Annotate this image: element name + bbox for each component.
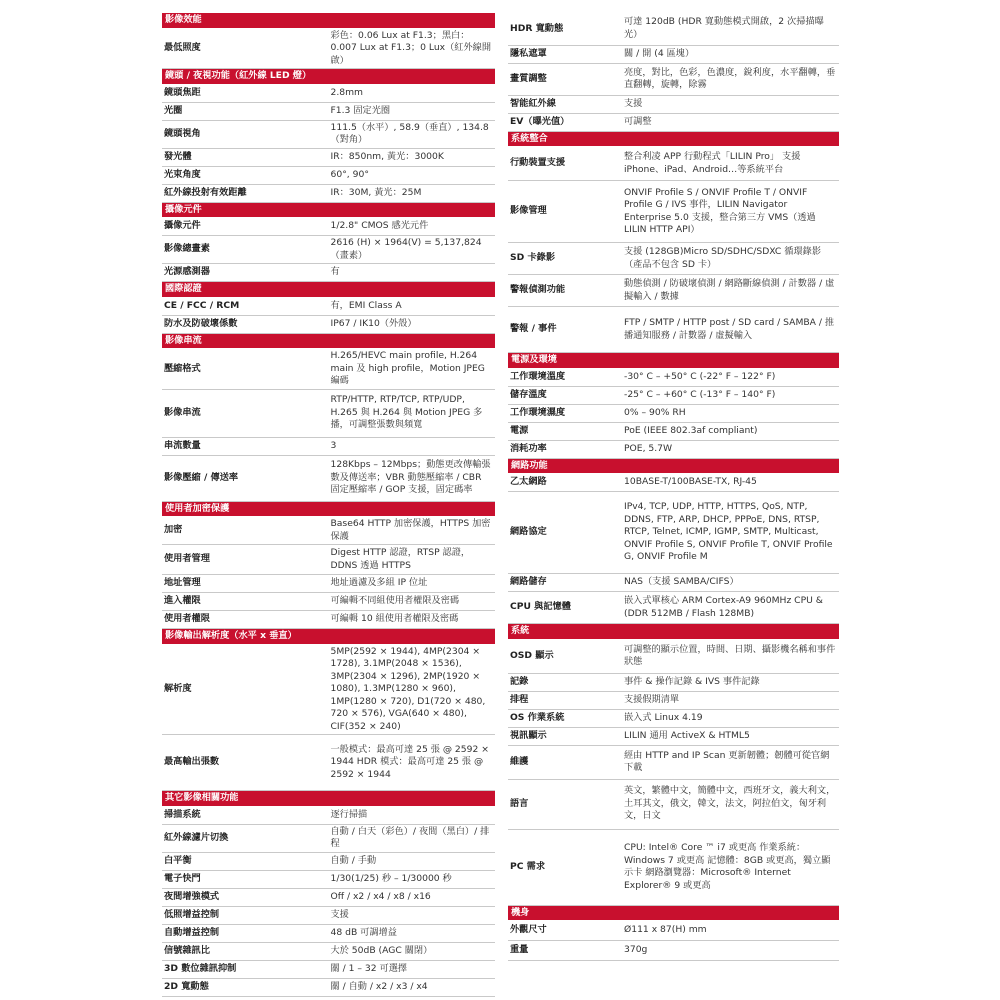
spec-row bbox=[162, 942, 495, 960]
spec-value: 有，EMI Class A bbox=[329, 297, 496, 315]
spec-value: 111.5（水平）, 58.9（垂直）, 134.8（對角） bbox=[329, 120, 496, 148]
spec-value: FTP / SMTP / HTTP post / SD card / SAMBA / 推播通知服務 / 計數器 / 虛擬輸入 bbox=[622, 307, 839, 353]
spec-row bbox=[162, 264, 495, 282]
section-header bbox=[162, 791, 495, 807]
spec-value: 128Kbps – 12Mbps；動態更改傳輸張數及傳送率；VBR 動態壓縮率 / CBR 固定壓縮率 / GOP 支援，固定碼率 bbox=[329, 455, 496, 501]
spec-row bbox=[162, 28, 495, 69]
spec-label: 最低照度 bbox=[162, 28, 329, 69]
section-title: 攝像元件 bbox=[162, 202, 495, 218]
spec-label: 鏡頭視角 bbox=[162, 120, 329, 148]
spec-label: 排程 bbox=[508, 691, 622, 709]
spec-row bbox=[508, 829, 839, 905]
spec-value: -30° C – +50° C (-22° F – 122° F) bbox=[622, 368, 839, 386]
spec-label: 外觀尺寸 bbox=[508, 921, 622, 941]
spec-value: 彩色：0.06 Lux at F1.3；黑白：0.007 Lux at F1.3；0 Lux（紅外線開啟） bbox=[329, 28, 496, 69]
spec-row bbox=[508, 95, 839, 113]
spec-row bbox=[508, 307, 839, 353]
section-header bbox=[508, 624, 839, 640]
spec-row bbox=[162, 236, 495, 264]
spec-value: 關 / 開 (4 區塊） bbox=[622, 45, 839, 63]
spec-row bbox=[162, 315, 495, 333]
spec-label: OS 作業系統 bbox=[508, 709, 622, 727]
spec-value: IR：850nm, 黃光：3000K bbox=[329, 148, 496, 166]
spec-label: 使用者管理 bbox=[162, 545, 329, 575]
spec-label: 壓縮格式 bbox=[162, 349, 329, 390]
spec-value: F1.3 固定光圈 bbox=[329, 102, 496, 120]
spec-row bbox=[508, 63, 839, 95]
spec-label: 信號雜訊比 bbox=[162, 942, 329, 960]
spec-row bbox=[162, 924, 495, 942]
spec-label: 電子快門 bbox=[162, 870, 329, 888]
section-title: 網路功能 bbox=[508, 458, 839, 474]
spec-row bbox=[508, 243, 839, 275]
spec-value: 2616 (H) × 1964(V) = 5,137,824（畫素） bbox=[329, 236, 496, 264]
section-title: 機身 bbox=[508, 905, 839, 921]
spec-value: 0% – 90% RH bbox=[622, 404, 839, 422]
spec-label: 維護 bbox=[508, 745, 622, 779]
spec-label: 儲存溫度 bbox=[508, 386, 622, 404]
spec-label: 隱私遮罩 bbox=[508, 45, 622, 63]
spec-row bbox=[162, 166, 495, 184]
spec-value: 有 bbox=[329, 264, 496, 282]
section-title: 影像串流 bbox=[162, 333, 495, 349]
spec-label: 紅外線投射有效距離 bbox=[162, 184, 329, 202]
spec-label: 記錄 bbox=[508, 673, 622, 691]
spec-value: 事件 & 操作記錄 & IVS 事件記錄 bbox=[622, 673, 839, 691]
spec-value: Ø111 x 87(H) mm bbox=[622, 921, 839, 941]
spec-value: RTP/HTTP, RTP/TCP, RTP/UDP, H.265 與 H.264 與 Motion JPEG 多播，可調整張數與頻寬 bbox=[329, 389, 496, 437]
spec-row bbox=[162, 218, 495, 236]
spec-value: 可調整 bbox=[622, 113, 839, 131]
spec-value: 亮度，對比，色彩，色濃度，銳利度，水平翻轉，垂直翻轉，旋轉，除霧 bbox=[622, 63, 839, 95]
section-header bbox=[508, 905, 839, 921]
spec-label: 串流數量 bbox=[162, 437, 329, 455]
spec-row bbox=[162, 611, 495, 629]
spec-value: 自動 / 白天（彩色）/ 夜間（黑白）/ 排程 bbox=[329, 824, 496, 852]
spec-value: Off / x2 / x4 / x8 / x16 bbox=[329, 888, 496, 906]
spec-row bbox=[508, 709, 839, 727]
spec-value: 逐行掃描 bbox=[329, 806, 496, 824]
spec-row bbox=[162, 978, 495, 996]
spec-value: 可達 120dB (HDR 寬動態模式開啟，2 次掃描曝光） bbox=[622, 13, 839, 45]
spec-row bbox=[508, 474, 839, 492]
spec-value: IP67 / IK10（外殼） bbox=[329, 315, 496, 333]
spec-row bbox=[162, 148, 495, 166]
spec-value: 嵌入式單核心 ARM Cortex-A9 960MHz CPU & (DDR 512MB / Flash 128MB) bbox=[622, 592, 839, 624]
spec-row bbox=[162, 102, 495, 120]
spec-value: 關 / 自動 / x2 / x3 / x4 bbox=[329, 978, 496, 996]
spec-value: 支援假期清單 bbox=[622, 691, 839, 709]
spec-row bbox=[508, 13, 839, 45]
spec-value: ONVIF Profile S / ONVIF Profile T / ONVIF Profile G / IVS 事件，LILIN Navigator Enterprise 5.0 支援，整合第三方 VMS（透過 LILIN HTTP API） bbox=[622, 181, 839, 243]
spec-label: 地址管理 bbox=[162, 575, 329, 593]
spec-value: 2.8mm bbox=[329, 84, 496, 102]
section-header bbox=[508, 353, 839, 369]
spec-label: 最高輸出張數 bbox=[162, 735, 329, 791]
spec-row bbox=[508, 779, 839, 829]
spec-row bbox=[162, 735, 495, 791]
spec-value: 48 dB 可調增益 bbox=[329, 924, 496, 942]
spec-value: 大於 50dB (AGC 關閉） bbox=[329, 942, 496, 960]
spec-value: 支援 (128GB)Micro SD/SDHC/SDXC 循環錄影（產品不包含 SD 卡） bbox=[622, 243, 839, 275]
spec-label: HDR 寬動態 bbox=[508, 13, 622, 45]
spec-value: H.265/HEVC main profile, H.264 main 及 high profile，Motion JPEG 編碼 bbox=[329, 349, 496, 390]
spec-value: 支援 bbox=[622, 95, 839, 113]
spec-row bbox=[508, 745, 839, 779]
section-title: 鏡頭 / 夜視功能（紅外線 LED 燈） bbox=[162, 69, 495, 85]
spec-row bbox=[162, 297, 495, 315]
spec-label: PC 需求 bbox=[508, 829, 622, 905]
spec-value: CPU: Intel® Core ™ i7 或更高 作業系統：Windows 7 或更高 記憶體：8GB 或更高，獨立顯示卡 網路瀏覽器：Microsoft® Internet Explorer® 9 或更高 bbox=[622, 829, 839, 905]
spec-value: 可調整的顯示位置，時間、日期、攝影機名稱和事件狀態 bbox=[622, 639, 839, 673]
spec-value: 經由 HTTP and IP Scan 更新韌體；韌體可從官網下載 bbox=[622, 745, 839, 779]
spec-label: 消耗功率 bbox=[508, 440, 622, 458]
spec-row bbox=[508, 574, 839, 592]
spec-label: 智能紅外線 bbox=[508, 95, 622, 113]
spec-row bbox=[508, 275, 839, 307]
spec-label: 夜間增強模式 bbox=[162, 888, 329, 906]
spec-label: 影像管理 bbox=[508, 181, 622, 243]
spec-row bbox=[508, 492, 839, 574]
spec-label: 警報偵測功能 bbox=[508, 275, 622, 307]
spec-row bbox=[508, 592, 839, 624]
spec-label: 3D 數位雜訊抑制 bbox=[162, 960, 329, 978]
spec-label: 網路協定 bbox=[508, 492, 622, 574]
spec-value: Base64 HTTP 加密保護，HTTPS 加密保護 bbox=[329, 517, 496, 545]
spec-label: 警報 / 事件 bbox=[508, 307, 622, 353]
right-spec-table bbox=[508, 13, 839, 961]
section-title: 系統 bbox=[508, 624, 839, 640]
spec-label: 工作環境濕度 bbox=[508, 404, 622, 422]
spec-value: 地址過濾及多組 IP 位址 bbox=[329, 575, 496, 593]
section-header bbox=[162, 282, 495, 298]
spec-label: 畫質調整 bbox=[508, 63, 622, 95]
left-spec-column bbox=[162, 13, 495, 997]
spec-value: 5MP(2592 × 1944), 4MP(2304 × 1728), 3.1MP(2048 × 1536), 3MP(2304 × 1296), 2MP(1920 × 1080), 1.3MP(1280 × 960), 1MP(1280 × 720), D1(720 × 480, 720 × 576), VGA(640 × 480), CIF(352 × 240) bbox=[329, 644, 496, 735]
spec-value: IPv4, TCP, UDP, HTTP, HTTPS, QoS, NTP, DDNS, FTP, ARP, DHCP, PPPoE, DNS, RTSP, RTCP, Telnet, ICMP, IGMP, SMTP, Multicast, ONVIF Profile S, ONVIF Profile T, ONVIF Profile G, ONVIF Profile M bbox=[622, 492, 839, 574]
spec-row bbox=[162, 455, 495, 501]
spec-label: 行動裝置支援 bbox=[508, 147, 622, 181]
spec-row bbox=[508, 422, 839, 440]
spec-label: 網路儲存 bbox=[508, 574, 622, 592]
spec-value: 可編輯 10 組使用者權限及密碼 bbox=[329, 611, 496, 629]
spec-label: 2D 寬動態 bbox=[162, 978, 329, 996]
spec-label: SD 卡錄影 bbox=[508, 243, 622, 275]
spec-row bbox=[508, 181, 839, 243]
section-header bbox=[162, 69, 495, 85]
spec-row bbox=[162, 593, 495, 611]
spec-label: 解析度 bbox=[162, 644, 329, 735]
spec-row bbox=[162, 852, 495, 870]
section-header bbox=[162, 202, 495, 218]
spec-label: 鏡頭焦距 bbox=[162, 84, 329, 102]
spec-row bbox=[162, 517, 495, 545]
spec-label: 視訊顯示 bbox=[508, 727, 622, 745]
spec-row bbox=[162, 389, 495, 437]
spec-label: 加密 bbox=[162, 517, 329, 545]
spec-row bbox=[162, 888, 495, 906]
spec-value: 支援 bbox=[329, 906, 496, 924]
spec-value: NAS（支援 SAMBA/CIFS） bbox=[622, 574, 839, 592]
section-header bbox=[162, 501, 495, 517]
section-title: 影像輸出解析度（水平 x 垂直） bbox=[162, 629, 495, 645]
section-title: 影像效能 bbox=[162, 13, 495, 28]
spec-value: 整合利凌 APP 行動程式「LILIN Pro」 支援 iPhone、iPad、Android…等系統平台 bbox=[622, 147, 839, 181]
section-header bbox=[162, 13, 495, 28]
spec-label: OSD 顯示 bbox=[508, 639, 622, 673]
spec-value: 可編輯不同組使用者權限及密碼 bbox=[329, 593, 496, 611]
spec-value: LILIN 通用 ActiveX & HTML5 bbox=[622, 727, 839, 745]
spec-row bbox=[508, 691, 839, 709]
section-header bbox=[508, 458, 839, 474]
spec-label: 光圈 bbox=[162, 102, 329, 120]
spec-label: 工作環境溫度 bbox=[508, 368, 622, 386]
spec-value: 370g bbox=[622, 941, 839, 961]
spec-value: 動態偵測 / 防破壞偵測 / 網路斷線偵測 / 計數器 / 虛擬輸入 / 數據 bbox=[622, 275, 839, 307]
spec-value: POE, 5.7W bbox=[622, 440, 839, 458]
spec-row bbox=[508, 727, 839, 745]
spec-label: 光束角度 bbox=[162, 166, 329, 184]
section-title: 電源及環境 bbox=[508, 353, 839, 369]
section-title: 其它影像相關功能 bbox=[162, 791, 495, 807]
spec-row bbox=[508, 113, 839, 131]
spec-value: 嵌入式 Linux 4.19 bbox=[622, 709, 839, 727]
spec-row bbox=[508, 368, 839, 386]
spec-label: 自動增益控制 bbox=[162, 924, 329, 942]
spec-label: 光源感測器 bbox=[162, 264, 329, 282]
spec-row bbox=[508, 673, 839, 691]
spec-label: 發光體 bbox=[162, 148, 329, 166]
spec-row bbox=[162, 349, 495, 390]
spec-label: 電源 bbox=[508, 422, 622, 440]
spec-row bbox=[508, 45, 839, 63]
spec-label: 影像壓縮 / 傳送率 bbox=[162, 455, 329, 501]
spec-value: 1/2.8" CMOS 感光元件 bbox=[329, 218, 496, 236]
spec-label: 重量 bbox=[508, 941, 622, 961]
spec-row bbox=[162, 960, 495, 978]
spec-label: CPU 與記憶體 bbox=[508, 592, 622, 624]
spec-row bbox=[508, 440, 839, 458]
section-header bbox=[162, 629, 495, 645]
spec-value: 英文，繁體中文，簡體中文，西班牙文，義大利文，土耳其文，俄文，韓文，法文，阿拉伯文，匈牙利文，日文 bbox=[622, 779, 839, 829]
spec-label: 掃描系統 bbox=[162, 806, 329, 824]
spec-value: 1/30(1/25) 秒 – 1/30000 秒 bbox=[329, 870, 496, 888]
spec-row bbox=[162, 84, 495, 102]
section-title: 系統整合 bbox=[508, 131, 839, 147]
spec-label: 紅外線濾片切換 bbox=[162, 824, 329, 852]
spec-row bbox=[162, 806, 495, 824]
section-title: 國際認證 bbox=[162, 282, 495, 298]
spec-label: 攝像元件 bbox=[162, 218, 329, 236]
spec-value: 3 bbox=[329, 437, 496, 455]
spec-row bbox=[162, 644, 495, 735]
spec-row bbox=[162, 437, 495, 455]
spec-row bbox=[508, 404, 839, 422]
spec-label: CE / FCC / RCM bbox=[162, 297, 329, 315]
spec-label: 乙太網路 bbox=[508, 474, 622, 492]
spec-label: 影像總畫素 bbox=[162, 236, 329, 264]
spec-row bbox=[162, 184, 495, 202]
spec-value: 10BASE-T/100BASE-TX, RJ-45 bbox=[622, 474, 839, 492]
section-header bbox=[508, 131, 839, 147]
spec-value: IR：30M, 黃光：25M bbox=[329, 184, 496, 202]
spec-label: EV（曝光值） bbox=[508, 113, 622, 131]
spec-label: 影像串流 bbox=[162, 389, 329, 437]
spec-row bbox=[162, 824, 495, 852]
spec-value: -25° C – +60° C (-13° F – 140° F) bbox=[622, 386, 839, 404]
spec-value: PoE (IEEE 802.3af compliant) bbox=[622, 422, 839, 440]
spec-label: 防水及防破壞係數 bbox=[162, 315, 329, 333]
spec-row bbox=[508, 147, 839, 181]
section-title: 使用者加密保護 bbox=[162, 501, 495, 517]
spec-value: 60°, 90° bbox=[329, 166, 496, 184]
spec-row bbox=[162, 545, 495, 575]
spec-row bbox=[508, 921, 839, 941]
spec-label: 低照增益控制 bbox=[162, 906, 329, 924]
spec-value: Digest HTTP 認證，RTSP 認證，DDNS 透過 HTTPS bbox=[329, 545, 496, 575]
section-header bbox=[162, 333, 495, 349]
spec-row bbox=[508, 639, 839, 673]
spec-label: 使用者權限 bbox=[162, 611, 329, 629]
right-spec-column bbox=[508, 13, 839, 961]
spec-row bbox=[162, 575, 495, 593]
spec-row bbox=[162, 870, 495, 888]
spec-value: 一般模式：最高可達 25 張 @ 2592 × 1944 HDR 模式：最高可達 25 張 @ 2592 × 1944 bbox=[329, 735, 496, 791]
spec-value: 關 / 1 – 32 可選擇 bbox=[329, 960, 496, 978]
spec-value: 自動 / 手動 bbox=[329, 852, 496, 870]
spec-label: 語言 bbox=[508, 779, 622, 829]
spec-label: 進入權限 bbox=[162, 593, 329, 611]
spec-label: 白平衡 bbox=[162, 852, 329, 870]
left-spec-table bbox=[162, 13, 495, 997]
spec-row bbox=[508, 941, 839, 961]
spec-row bbox=[162, 906, 495, 924]
spec-row bbox=[508, 386, 839, 404]
spec-row bbox=[162, 120, 495, 148]
